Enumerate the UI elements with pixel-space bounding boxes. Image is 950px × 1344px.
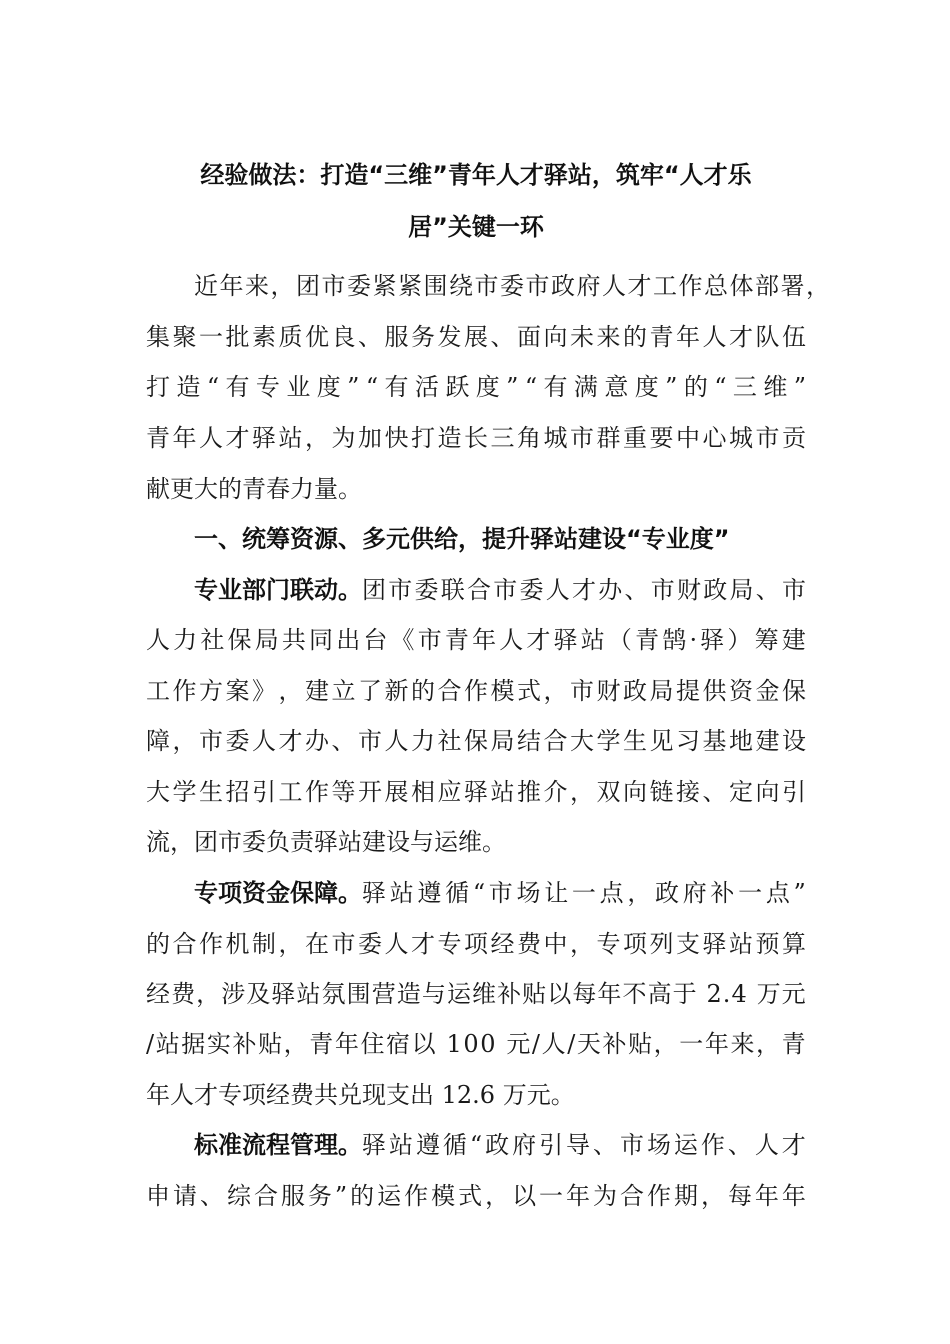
- intro-line-1: 近 年 来 ， 团 市 委 紧 紧 围 绕 市 委 市 政 府 人 才 工 作 总 体 部 署 ，: [194, 272, 830, 300]
- para1-line-3: 工 作 方 案 》 ， 建 立 了 新 的 合 作 模 式 ， 市 财 政 局 提 供 资 金 保: [146, 677, 806, 705]
- document-title-line-1: 经验做法：打造“三维”青年人才驿站，筑牢“人才乐: [200, 161, 752, 189]
- section-heading-1: 一、统筹资源、多元供给，提升驿站建设“专业度”: [194, 525, 730, 553]
- para2-line-5: 年人才专项经费共兑现支出 12.6 万元。: [146, 1081, 575, 1109]
- para2-line-2: 的 合 作 机 制 ， 在 市 委 人 才 专 项 经 费 中 ， 专 项 列 支 驿 站 预 算: [146, 930, 806, 958]
- para1-line-6: 流，团市委负责驿站建设与运维。: [146, 828, 506, 856]
- intro-line-2: 集 聚 一 批 素 质 优 良 、 服 务 发 展 、 面 向 未 来 的 青 年 人 才 队 伍: [146, 323, 806, 351]
- para1-lead: 专业部门联动。: [194, 576, 362, 604]
- para3-first-line: [194, 1130, 806, 1160]
- para3-line-2: 申 请 、 综 合 服 务 ” 的 运 作 模 式 ， 以 一 年 为 合 作 期 ， 每 年 年: [146, 1182, 806, 1210]
- para3-line-1: 驿 站 遵 循 “ 政 府 引 导 、 市 场 运 作 、 人 才: [362, 1131, 806, 1159]
- para1-first-line: [194, 575, 806, 605]
- para1-line-4: 障 ， 市 委 人 才 办 、 市 人 力 社 保 局 结 合 大 学 生 见 习 基 地 建 设: [146, 727, 806, 755]
- para2-first-line: [194, 878, 806, 908]
- para1-line-5: 大 学 生 招 引 工 作 等 开 展 相 应 驿 站 推 介 ， 双 向 链 接 、 定 向 引: [146, 778, 806, 806]
- intro-line-3: 打 造 “ 有 专 业 度 ” “ 有 活 跃 度 ” “ 有 满 意 度 ” 的 “ 三 维 ”: [146, 373, 806, 401]
- intro-line-5: 献更大的青春力量。: [146, 475, 362, 503]
- para2-line-1: 驿 站 遵 循 “ 市 场 让 一 点 ， 政 府 补 一 点 ”: [362, 879, 806, 907]
- para3-lead: 标准流程管理。: [194, 1131, 362, 1159]
- para2-line-4: / 站 据 实 补 贴 ， 青 年 住 宿 以 1 0 0 元 / 人 / 天 补 贴 ， 一 年 来 ， 青: [146, 1030, 806, 1058]
- intro-line-4: 青 年 人 才 驿 站 ， 为 加 快 打 造 长 三 角 城 市 群 重 要 中 心 城 市 贡: [146, 424, 806, 452]
- para2-lead: 专项资金保障。: [194, 879, 362, 907]
- para1-line-1: 团 市 委 联 合 市 委 人 才 办 、 市 财 政 局 、 市: [362, 576, 806, 604]
- para2-line-3: 经 费 ， 涉 及 驿 站 氛 围 营 造 与 运 维 补 贴 以 每 年 不 高 于 2 . 4 万 元: [146, 980, 806, 1008]
- document-title-line-2: 居”关键一环: [408, 213, 544, 241]
- para1-line-2: 人 力 社 保 局 共 同 出 台 《 市 青 年 人 才 驿 站 （ 青 鹄 · 驿 ） 筹 建: [146, 626, 806, 654]
